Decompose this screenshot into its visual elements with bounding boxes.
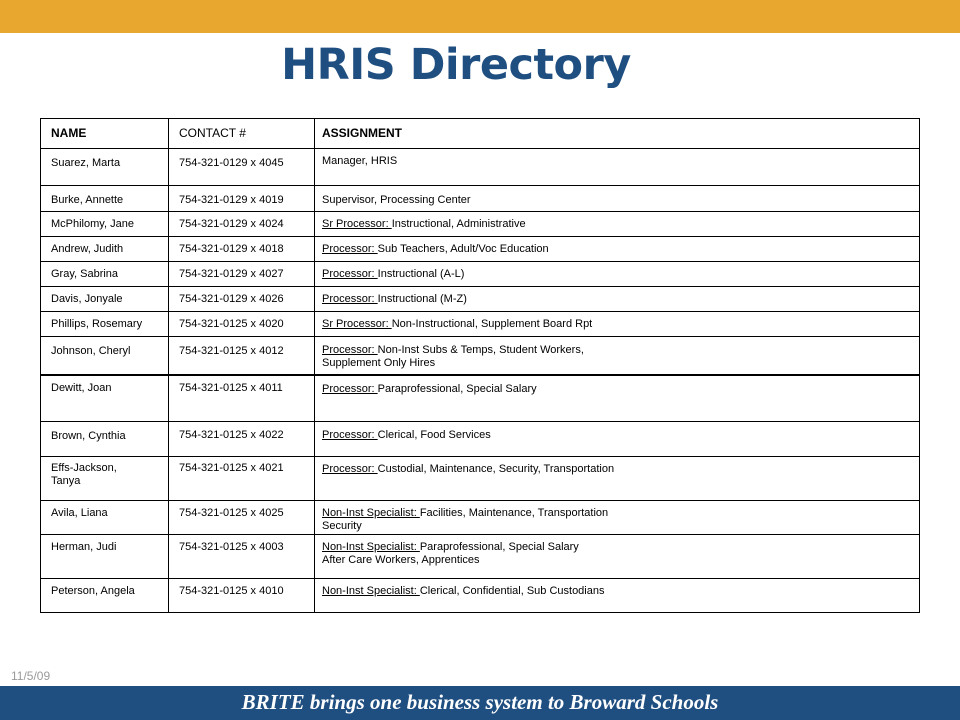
contact-cell: 754-321-0129 x 4019 <box>169 186 315 212</box>
name-cell <box>41 287 169 312</box>
table-row <box>41 212 920 237</box>
assignment-description: Instructional (M-Z) <box>377 293 467 305</box>
assignment-description: Paraprofessional, Special Salary <box>419 541 579 553</box>
assignment-cell <box>315 535 920 579</box>
table-row <box>41 535 920 579</box>
table-row <box>41 457 920 501</box>
assignment-cell <box>315 287 920 312</box>
assignment-description: Instructional, Administrative <box>391 218 526 230</box>
page-title: HRIS Directory <box>281 40 631 90</box>
employee-name: Phillips, Rosemary <box>51 318 143 330</box>
assignment-description: Facilities, Maintenance, Transportation <box>419 507 609 519</box>
table-row <box>41 501 920 535</box>
assignment-role: Processor: <box>322 243 378 255</box>
contact-cell: 754-321-0125 x 4003 <box>169 535 315 579</box>
assignment-description: Supervisor, Processing Center <box>322 194 471 206</box>
employee-name: Andrew, Judith <box>51 243 124 255</box>
table-row <box>41 287 920 312</box>
assignment-description: Sub Teachers, Adult/Voc Education <box>377 243 549 255</box>
header-assignment: ASSIGNMENT <box>315 119 920 149</box>
contact-cell: 754-321-0125 x 4021 <box>169 457 315 501</box>
assignment-role: Processor: <box>322 463 378 475</box>
contact-cell: 754-321-0129 x 4018 <box>169 237 315 262</box>
contact-cell: 754-321-0129 x 4024 <box>169 212 315 237</box>
assignment-role: Sr Processor: <box>322 218 392 230</box>
top-accent-bar <box>0 0 960 33</box>
name-cell <box>41 237 169 262</box>
table-header-row <box>41 119 920 149</box>
employee-name: Effs-Jackson, <box>51 462 117 474</box>
name-cell <box>41 579 169 613</box>
header-contact: CONTACT # <box>169 119 315 149</box>
assignment-role: Processor: <box>322 383 378 395</box>
contact-cell: 754-321-0125 x 4010 <box>169 579 315 613</box>
slide-date: 11/5/09 <box>11 669 51 683</box>
employee-name: Avila, Liana <box>51 507 108 519</box>
assignment-description: Clerical, Confidential, Sub Custodians <box>419 585 605 597</box>
name-cell <box>41 186 169 212</box>
employee-name: Brown, Cynthia <box>51 430 126 442</box>
table-row <box>41 186 920 212</box>
employee-name: Gray, Sabrina <box>51 268 119 280</box>
table-row <box>41 237 920 262</box>
assignment-description-line2: After Care Workers, Apprentices <box>322 554 480 566</box>
assignment-description: Instructional (A-L) <box>377 268 465 280</box>
contact-cell: 754-321-0125 x 4025 <box>169 501 315 535</box>
assignment-cell <box>315 457 920 501</box>
assignment-cell <box>315 149 920 186</box>
header-name: NAME <box>41 119 169 149</box>
employee-name: Burke, Annette <box>51 194 124 206</box>
employee-name: Johnson, Cheryl <box>51 345 131 357</box>
assignment-role: Non-Inst Specialist: <box>322 585 420 597</box>
assignment-description-line2: Supplement Only Hires <box>322 357 436 369</box>
contact-cell: 754-321-0125 x 4012 <box>169 337 315 375</box>
name-cell <box>41 337 169 375</box>
name-cell <box>41 457 169 501</box>
footer-tagline: BRITE brings one business system to Broward Schools <box>241 690 719 714</box>
name-cell <box>41 262 169 287</box>
table-row <box>41 422 920 457</box>
assignment-cell <box>315 237 920 262</box>
employee-name: McPhilomy, Jane <box>51 218 134 230</box>
assignment-cell <box>315 422 920 457</box>
contact-cell: 754-321-0125 x 4011 <box>169 376 315 422</box>
assignment-description: Non-Inst Subs & Temps, Student Workers, <box>377 344 584 356</box>
name-cell <box>41 376 169 422</box>
assignment-cell <box>315 501 920 535</box>
name-cell <box>41 422 169 457</box>
table-row <box>41 312 920 337</box>
assignment-description: Non-Instructional, Supplement Board Rpt <box>391 318 593 330</box>
assignment-role: Processor: <box>322 429 378 441</box>
assignment-cell <box>315 262 920 287</box>
employee-name: Herman, Judi <box>51 541 117 553</box>
table-row <box>41 262 920 287</box>
name-cell <box>41 312 169 337</box>
contact-cell: 754-321-0125 x 4022 <box>169 422 315 457</box>
assignment-role: Processor: <box>322 344 378 356</box>
contact-cell: 754-321-0129 x 4026 <box>169 287 315 312</box>
assignment-role: Processor: <box>322 293 378 305</box>
assignment-cell <box>315 186 920 212</box>
table-row <box>41 337 920 375</box>
assignment-cell <box>315 376 920 422</box>
assignment-cell <box>315 312 920 337</box>
assignment-cell <box>315 212 920 237</box>
contact-cell: 754-321-0129 x 4027 <box>169 262 315 287</box>
name-cell <box>41 212 169 237</box>
name-cell <box>41 149 169 186</box>
directory-table-2 <box>40 375 920 613</box>
assignment-description: Paraprofessional, Special Salary <box>377 383 537 395</box>
employee-name: Suarez, Marta <box>51 157 121 169</box>
table-row <box>41 579 920 613</box>
assignment-description: Clerical, Food Services <box>377 429 491 441</box>
assignment-cell <box>315 337 920 375</box>
assignment-description: Custodial, Maintenance, Security, Transportation <box>377 463 615 475</box>
assignment-role: Non-Inst Specialist: <box>322 507 420 519</box>
contact-cell: 754-321-0125 x 4020 <box>169 312 315 337</box>
employee-name: Davis, Jonyale <box>51 293 123 305</box>
employee-name: Dewitt, Joan <box>51 382 112 394</box>
employee-name-line2: Tanya <box>51 475 81 487</box>
table-row <box>41 149 920 186</box>
assignment-role: Non-Inst Specialist: <box>322 541 420 553</box>
directory-table-1 <box>40 118 920 375</box>
assignment-description: Manager, HRIS <box>322 155 398 167</box>
footer-bar <box>0 686 960 720</box>
employee-name: Peterson, Angela <box>51 585 135 597</box>
contact-cell: 754-321-0129 x 4045 <box>169 149 315 186</box>
assignment-cell <box>315 579 920 613</box>
name-cell <box>41 535 169 579</box>
assignment-description-line2: Security <box>322 520 362 532</box>
name-cell <box>41 501 169 535</box>
table-row <box>41 376 920 422</box>
assignment-role: Processor: <box>322 268 378 280</box>
assignment-role: Sr Processor: <box>322 318 392 330</box>
